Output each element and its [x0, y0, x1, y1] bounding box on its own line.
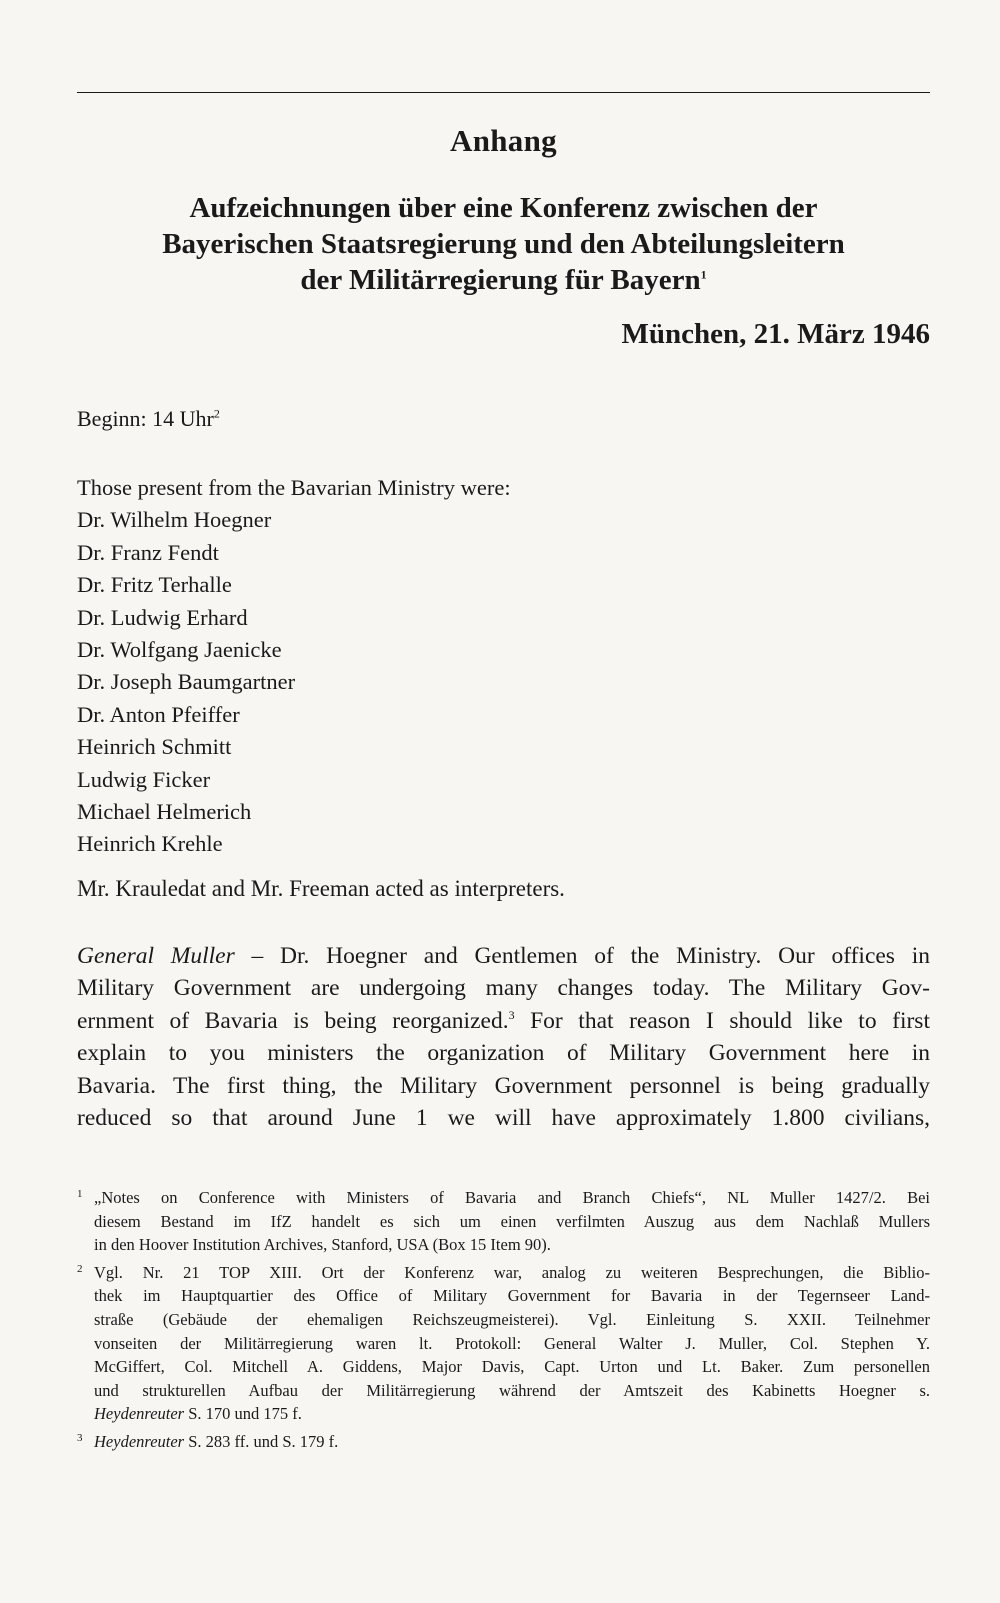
speech-line: reduced so that around June 1 we will have approximately 1.800 civilians,: [77, 1105, 930, 1132]
attendee-name: Dr. Franz Fendt: [77, 539, 219, 565]
footnote-number: 2: [77, 1262, 83, 1275]
footnote-line: in den Hoover Institution Archives, Stanford, USA (Box 15 Item 90).: [94, 1235, 551, 1255]
title-line: der Militärregierung für Bayern$^1$: [300, 264, 707, 296]
footnote-3: [77, 1430, 930, 1454]
date-line: München, 21. März 1946: [621, 318, 930, 350]
footnote-2: [77, 1261, 930, 1426]
attendee-name: Dr. Ludwig Erhard: [77, 604, 248, 630]
speaker-name: General Muller: [77, 943, 235, 969]
attendee-name: Dr. Fritz Terhalle: [77, 572, 232, 598]
footnote-line: straße (Gebäude der ehemaligen Reichszeugmeisterei). Vgl. Einleitung S. XXII. Teilnehmer: [94, 1309, 930, 1329]
attendees-section: [77, 472, 511, 861]
footnote-line: und strukturellen Aufbau der Militärregierung während der Amtszeit des Kabinetts Hoegner s.: [94, 1380, 930, 1400]
title-line: Bayerischen Staatsregierung und den Abteilungsleitern: [162, 228, 845, 260]
attendee-name: Ludwig Ficker: [77, 766, 211, 792]
footnote-ref[interactable]: 2: [213, 406, 220, 421]
speech-line: explain to you ministers the organization of Military Government here in: [77, 1040, 930, 1067]
attendee-name: Heinrich Krehle: [77, 831, 223, 857]
author-name: Heydenreuter: [94, 1431, 185, 1451]
attendee-name: Heinrich Schmitt: [77, 734, 232, 760]
footnote-number: 3: [77, 1431, 83, 1444]
document-title: [77, 190, 930, 298]
speech-line: Bavaria. The first thing, the Military Government personnel is being gradually: [77, 1072, 930, 1099]
title-line: Aufzeichnungen über eine Konferenz zwischen der: [189, 192, 818, 224]
attendees-intro: Those present from the Bavarian Ministry were:: [77, 475, 511, 500]
footnote-ref[interactable]: 1: [700, 267, 707, 282]
footnote-ref[interactable]: 3: [508, 1007, 515, 1022]
attendees-list: [77, 504, 511, 860]
footnote-number: 1: [77, 1188, 83, 1200]
footnote-line: „Notes on Conference with Ministers of Bavaria and Branch Chiefs“, NL Muller 1427/2. Bei: [94, 1188, 930, 1207]
footnote-line: thek im Hauptquartier des Office of Military Government for Bavaria in der Tegernseer Land-: [94, 1286, 930, 1306]
speech-line: General Muller – Dr. Hoegner and Gentlemen of the Ministry. Our offices in: [77, 943, 930, 969]
speech-line: ernment of Bavaria is being reorganized.$^3$ For that reason I should like to first: [77, 1007, 930, 1034]
attendee-name: Dr. Wilhelm Hoegner: [77, 507, 272, 533]
attendee-name: Dr. Wolfgang Jaenicke: [77, 637, 282, 663]
start-time: Beginn: 14 Uhr$^2$: [77, 406, 220, 431]
attendee-name: Dr. Joseph Baumgartner: [77, 669, 296, 695]
author-name: Heydenreuter: [94, 1404, 185, 1424]
header-rule: [77, 92, 930, 93]
footnotes: [77, 1186, 930, 1458]
attendee-name: Dr. Anton Pfeiffer: [77, 701, 240, 727]
footnote-line: Heydenreuter S. 170 und 175 f.: [94, 1404, 302, 1424]
interpreters-note: Mr. Krauledat and Mr. Freeman acted as interpreters.: [77, 876, 565, 901]
footnote-line: Vgl. Nr. 21 TOP XIII. Ort der Konferenz war, analog zu weiteren Besprechungen, die Biblio-: [94, 1262, 930, 1282]
footnote-line: vonseiten der Militärregierung waren lt. Protokoll: General Walter J. Muller, Col. Stephen Y.: [94, 1333, 930, 1353]
section-heading: Anhang: [450, 123, 557, 158]
footnote-line: Heydenreuter S. 283 ff. und S. 179 f.: [94, 1431, 339, 1451]
speech-paragraph: [77, 940, 930, 1134]
footnote-1: [77, 1186, 930, 1257]
speech-line: Military Government are undergoing many changes today. The Military Gov-: [77, 975, 930, 1002]
footnote-line: McGiffert, Col. Mitchell A. Giddens, Major Davis, Capt. Urton und Lt. Baker. Zum personellen: [94, 1357, 930, 1377]
attendee-name: Michael Helmerich: [77, 799, 252, 825]
footnote-line: diesem Bestand im IfZ handelt es sich um einen verfilmten Auszug aus dem Nachlaß Mullers: [94, 1211, 930, 1231]
